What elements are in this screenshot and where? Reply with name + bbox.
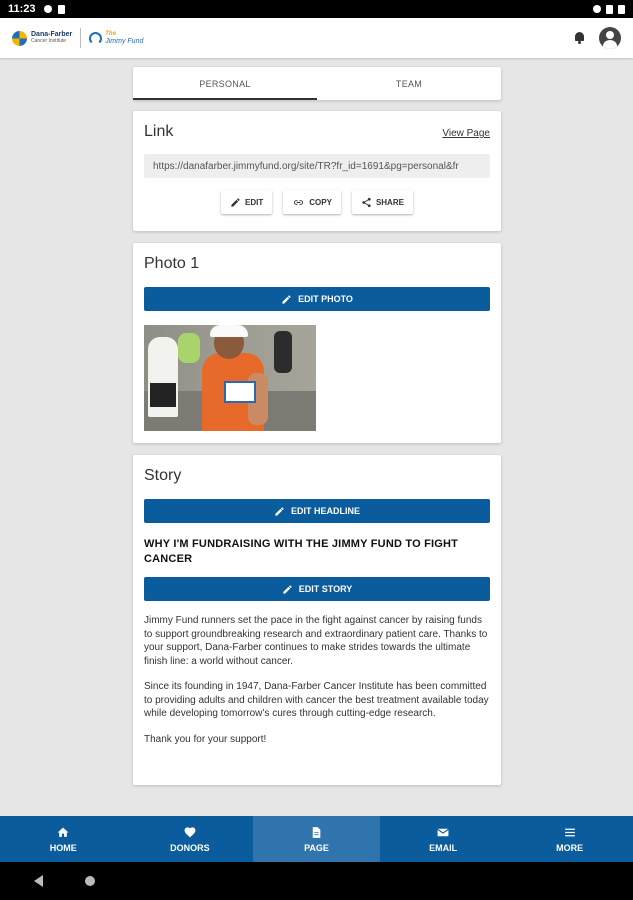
tab-team[interactable]: TEAM — [395, 78, 423, 89]
story-paragraph: Jimmy Fund runners set the pace in the fight against cancer by raising funds to support groundbreaking research and extraordinary patient care. Thanks to your support, Dana-Farber continues to make strides towards the ultimate finish line: a world without cancer. — [144, 615, 488, 667]
notification-bell-icon[interactable] — [574, 32, 585, 44]
page-tabs — [133, 67, 501, 100]
copy-url-button[interactable] — [283, 190, 341, 214]
nav-page[interactable] — [253, 816, 380, 862]
dana-farber-logo-text: Dana-Farber — [31, 31, 73, 38]
signal-icon — [606, 5, 613, 14]
story-paragraph: Since its founding in 1947, Dana-Farber Cancer Institute has been committed to providing adults and children with cancer the best treatment available today while developing tomorrow’s cures through cutting-edge research. — [144, 681, 489, 719]
jimmy-fund-logo-text: Jimmy Fund — [105, 38, 144, 45]
edit-story-label: EDIT STORY — [298, 584, 353, 594]
edit-headline-label: EDIT HEADLINE — [290, 506, 360, 516]
home-circle-icon[interactable] — [85, 876, 95, 886]
edit-url-button[interactable] — [221, 190, 272, 214]
nav-home-label: HOME — [49, 842, 77, 853]
edit-url-label: EDIT — [245, 197, 264, 207]
story-headline: WHY I'M FUNDRAISING WITH THE JIMMY FUND TO FIGHT CANCER — [144, 538, 459, 565]
tab-personal[interactable]: PERSONAL — [133, 67, 317, 100]
link-card — [133, 111, 501, 231]
edit-story-button[interactable] — [144, 577, 490, 601]
sdcard-status-icon — [58, 5, 65, 14]
nav-more-label: MORE — [556, 842, 584, 853]
jimmy-fund-mark-icon — [89, 32, 102, 45]
system-navigation-bar — [0, 862, 633, 900]
jimmy-fund-logo-the: The — [105, 31, 116, 37]
status-bar — [0, 0, 633, 18]
story-card — [133, 455, 501, 785]
dana-farber-logo-subtext: Cancer Institute — [31, 38, 67, 44]
account-avatar-icon[interactable] — [599, 27, 621, 49]
pencil-icon — [281, 294, 292, 305]
pencil-icon — [282, 584, 293, 595]
dana-farber-mark-icon — [12, 31, 27, 46]
link-icon — [292, 197, 305, 208]
settings-status-icon — [44, 5, 52, 13]
share-icon — [361, 197, 372, 208]
wifi-icon — [593, 5, 601, 13]
nav-email-label: EMAIL — [429, 842, 458, 853]
page-icon — [309, 826, 323, 839]
dana-farber-logo — [12, 31, 72, 46]
heart-icon — [183, 826, 197, 839]
battery-icon — [618, 5, 625, 14]
edit-headline-button[interactable] — [144, 499, 490, 523]
edit-photo-button[interactable] — [144, 287, 490, 311]
share-url-label: SHARE — [375, 197, 404, 207]
app-header — [0, 18, 633, 58]
home-icon — [56, 826, 70, 839]
link-card-title: Link — [144, 123, 174, 140]
pencil-icon — [230, 197, 241, 208]
logo-divider — [80, 28, 81, 48]
status-time: 11:23 — [8, 3, 36, 15]
share-url-button[interactable] — [352, 190, 413, 214]
nav-more[interactable] — [506, 816, 633, 862]
menu-icon — [563, 826, 577, 839]
photo-card-title: Photo 1 — [144, 255, 200, 272]
back-icon[interactable] — [34, 875, 43, 887]
bottom-navigation — [0, 816, 633, 862]
email-icon — [436, 826, 450, 839]
nav-donors[interactable] — [127, 816, 254, 862]
pencil-icon — [274, 506, 285, 517]
view-page-link[interactable]: View Page — [442, 128, 490, 139]
page-url-field[interactable]: https://danafarber.jimmyfund.org/site/TR?fr_id=1691&pg=personal&fr — [144, 154, 490, 178]
nav-home[interactable] — [0, 816, 127, 862]
copy-url-label: COPY — [309, 197, 332, 207]
jimmy-fund-logo — [89, 31, 143, 45]
photo-card — [133, 243, 501, 443]
edit-photo-label: EDIT PHOTO — [298, 294, 353, 304]
runner-photo — [144, 325, 316, 431]
story-paragraph: Thank you for your support! — [144, 733, 267, 745]
nav-donors-label: DONORS — [170, 842, 210, 853]
nav-email[interactable] — [380, 816, 507, 862]
story-card-title: Story — [144, 467, 182, 484]
nav-page-label: PAGE — [304, 842, 329, 853]
